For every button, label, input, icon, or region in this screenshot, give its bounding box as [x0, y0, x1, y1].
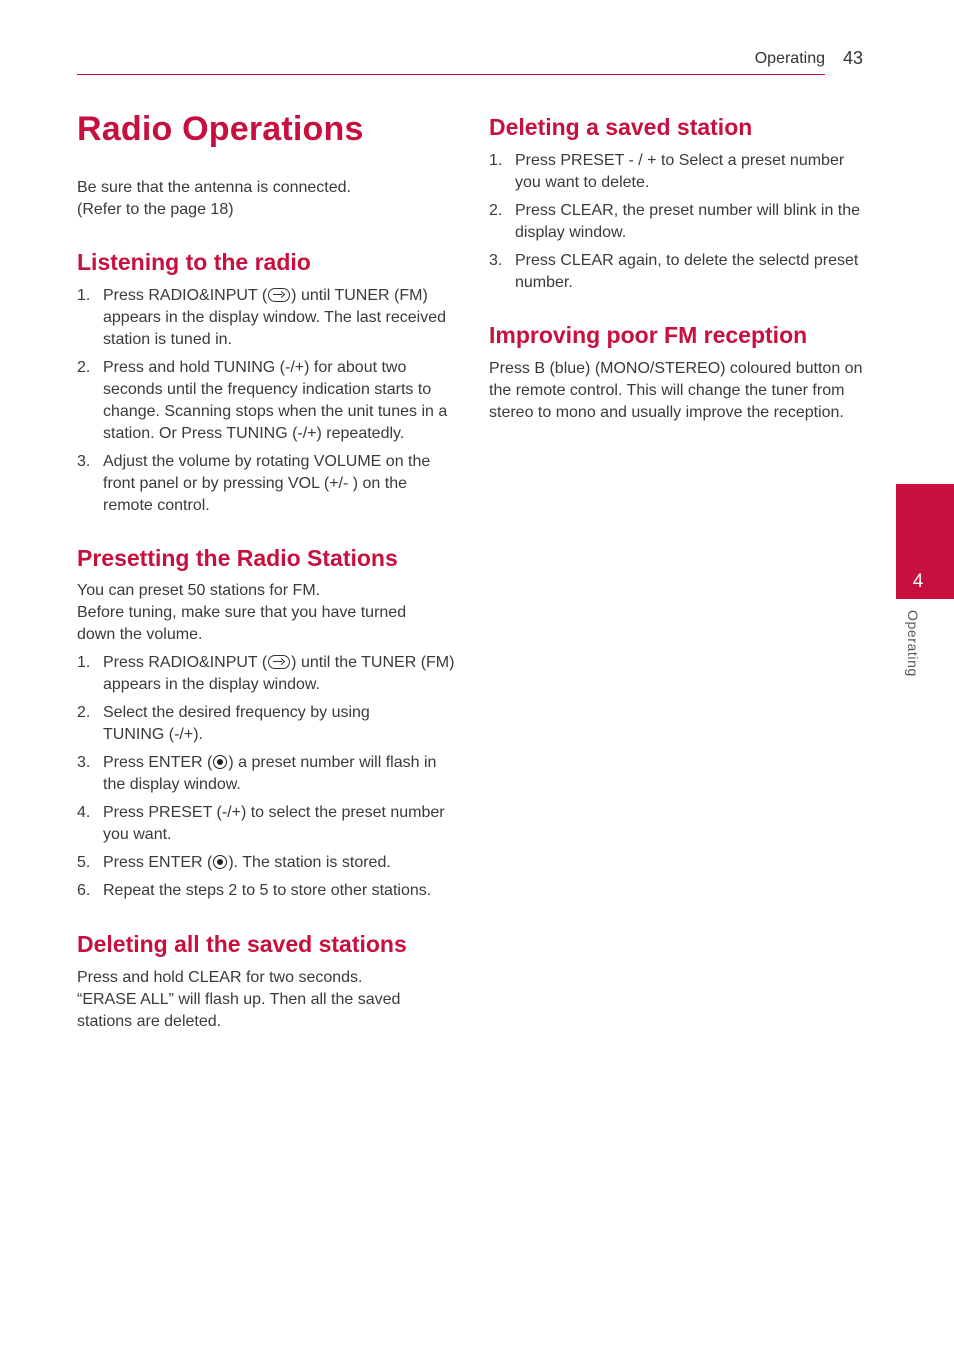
input-arrow-icon: [268, 655, 290, 669]
list-item: [77, 852, 455, 874]
step-number: 2.: [77, 359, 91, 376]
page-header: [77, 46, 863, 76]
step-text: Press PRESET - / + to Select a preset number you want to delete.: [515, 152, 845, 191]
step-text: Press RADIO&INPUT (: [103, 287, 268, 304]
step-text: ) a preset number will flash in the display window.: [103, 754, 437, 793]
page-title: Radio Operations: [77, 110, 364, 148]
delete-all-heading: Deleting all the saved stations: [77, 931, 407, 957]
step-text: Repeat the steps 2 to 5 to store other stations.: [103, 882, 432, 899]
list-item: [77, 880, 455, 902]
list-item: [77, 702, 455, 746]
enter-circle-icon: [213, 755, 227, 769]
step-number: 2.: [77, 704, 91, 721]
step-number: 1.: [77, 654, 91, 671]
step-number: 6.: [77, 882, 91, 899]
step-text: Press ENTER (: [103, 854, 213, 871]
step-number: 2.: [489, 202, 503, 219]
chapter-number: 4: [912, 571, 924, 592]
delete-one-heading: Deleting a saved station: [489, 114, 753, 140]
list-item: [77, 451, 455, 517]
presetting-intro: [77, 580, 437, 646]
chapter-tab: [896, 484, 954, 599]
presetting-intro-line-2: Before tuning, make sure that you have turned down the volume.: [77, 604, 407, 643]
presetting-steps: [77, 652, 455, 908]
header-section-label: Operating: [754, 50, 825, 67]
header-rule: [77, 74, 825, 75]
listening-steps: [77, 285, 455, 523]
step-text: Press CLEAR, the preset number will blink in the display window.: [515, 202, 861, 241]
page-number: 43: [842, 48, 863, 68]
step-text: Press and hold TUNING (-/+) for about two seconds until the frequency indication starts to change. Scanning stops when the unit tunes in a station. Or Press TUNING (-/+) repeatedly.: [103, 359, 448, 442]
list-item: [77, 752, 455, 796]
intro-text: [77, 177, 455, 221]
chapter-label: Operating: [905, 610, 921, 677]
step-text: Press PRESET (-/+) to select the preset number you want.: [103, 804, 445, 843]
listening-heading: Listening to the radio: [77, 249, 311, 275]
list-item: [77, 652, 455, 696]
step-text: Select the desired frequency by using TUNING (-/+).: [103, 704, 370, 743]
presetting-heading: Presetting the Radio Stations: [77, 545, 398, 571]
list-item: [77, 357, 455, 445]
list-item: [489, 150, 867, 194]
delete-all-line-1: Press and hold CLEAR for two seconds.: [77, 969, 363, 986]
enter-circle-icon: [213, 855, 227, 869]
step-text: Adjust the volume by rotating VOLUME on the front panel or by pressing VOL (+/- ) on the remote control.: [103, 453, 431, 514]
step-number: 5.: [77, 854, 91, 871]
intro-line-1: Be sure that the antenna is connected.: [77, 179, 351, 196]
delete-one-steps: [489, 150, 867, 300]
fm-heading: Improving poor FM reception: [489, 322, 808, 348]
step-text: ). The station is stored.: [228, 854, 391, 871]
step-number: 1.: [77, 287, 91, 304]
list-item: [77, 285, 455, 351]
step-number: 3.: [77, 754, 91, 771]
step-text: ) until TUNER (FM) appears in the display window. The last received station is tuned in.: [103, 287, 447, 348]
fm-text: Press B (blue) (MONO/STEREO) coloured button on the remote control. This will change the tuner from stereo to mono and usually improve the reception.: [489, 360, 863, 421]
step-text: Press RADIO&INPUT (: [103, 654, 268, 671]
input-arrow-icon: [268, 288, 290, 302]
step-text: Press ENTER (: [103, 754, 213, 771]
list-item: [77, 802, 455, 846]
intro-line-2: (Refer to the page 18): [77, 201, 234, 218]
list-item: [489, 250, 867, 294]
step-number: 3.: [489, 252, 503, 269]
delete-all-line-2: “ERASE ALL” will flash up. Then all the saved stations are deleted.: [77, 991, 401, 1030]
step-text: ) until the TUNER (FM) appears in the display window.: [103, 654, 455, 693]
step-number: 4.: [77, 804, 91, 821]
presetting-intro-line-1: You can preset 50 stations for FM.: [77, 582, 321, 599]
step-text: Press CLEAR again, to delete the selectd preset number.: [515, 252, 859, 291]
list-item: [489, 200, 867, 244]
step-number: 3.: [77, 453, 91, 470]
step-number: 1.: [489, 152, 503, 169]
delete-all-text: [77, 967, 455, 1033]
